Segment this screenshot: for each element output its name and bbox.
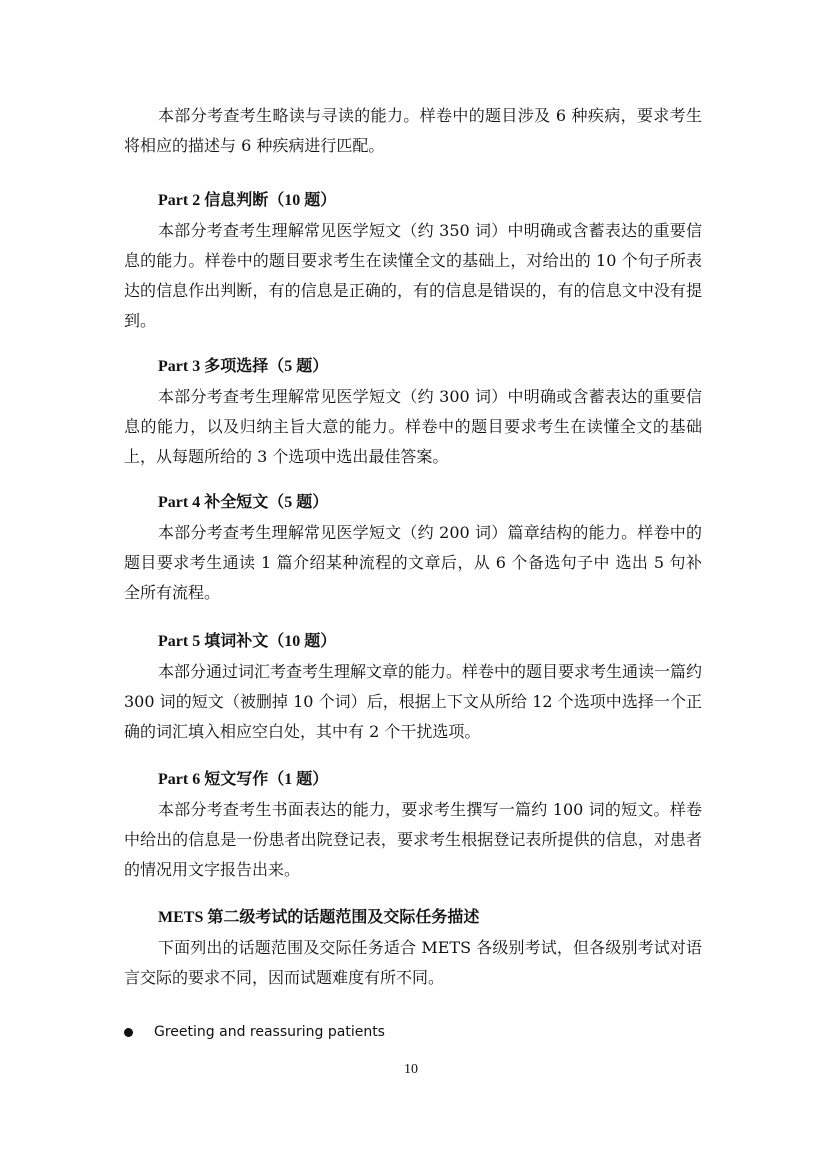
section-heading: Part 4 补全短文（5 题） — [158, 494, 329, 511]
page-number: 10 — [404, 1062, 418, 1077]
section-paragraph: 下面列出的话题范围及交际任务适合 METS 各级别考试，但各级别考试对语言交际的要求不同，因而试题难度有所不同。 — [124, 938, 702, 987]
section-part-5 — [124, 627, 702, 747]
section-heading: Part 2 信息判断（10 题） — [158, 192, 337, 209]
section-heading: Part 6 短文写作（1 题） — [158, 771, 329, 788]
section-paragraph: 本部分考查考生理解常见医学短文（约 300 词）中明确或含蓄表达的重要信息的能力，以及归纳主旨大意的能力。样卷中的题目要求考生在读懂全文的基础上，从每题所给的 3 个选项中选出最佳答案。 — [124, 387, 702, 466]
section-heading: METS 第二级考试的话题范围及交际任务描述 — [158, 909, 480, 926]
section-heading: Part 5 填词补文（10 题） — [158, 633, 337, 650]
section-part-2 — [124, 186, 702, 336]
section-paragraph: 本部分考查考生书面表达的能力，要求考生撰写一篇约 100 词的短文。样卷中给出的信息是一份患者出院登记表，要求考生根据登记表所提供的信息，对患者的情况用文字报告出来。 — [124, 800, 702, 879]
section-paragraph: 本部分考查考生理解常见医学短文（约 350 词）中明确或含蓄表达的重要信息的能力。样卷中的题目要求考生在读懂全文的基础上，对给出的 10 个句子所表达的信息作出判断，有的信息是正确的，有的信息是错误的，有的信息文中没有提到。 — [124, 221, 702, 330]
intro-paragraph: 本部分考查考生略读与寻读的能力。样卷中的题目涉及 6 种疾病，要求考生将相应的描述与 6 种疾病进行匹配。 — [124, 106, 702, 155]
section-paragraph: 本部分通过词汇考查考生理解文章的能力。样卷中的题目要求考生通读一篇约 300 词的短文（被删掉 10 个词）后，根据上下文从所给 12 个选项中选择一个正确的词汇填入相应空白处，其中有 2 个干扰选项。 — [124, 662, 703, 741]
intro-section — [124, 101, 702, 161]
bullet-item-text: Greeting and reassuring patients — [154, 1024, 385, 1040]
bullet-list-item — [124, 1024, 385, 1040]
section-paragraph: 本部分考查考生理解常见医学短文（约 200 词）篇章结构的能力。样卷中的题目要求考生通读 1 篇介绍某种流程的文章后，从 6 个备选句子中 选出 5 句补全所有流程。 — [124, 523, 702, 602]
section-mets-topics — [124, 903, 702, 993]
section-heading: Part 3 多项选择（5 题） — [158, 358, 329, 375]
section-part-6 — [124, 765, 702, 885]
section-part-3 — [124, 352, 702, 472]
section-part-4 — [124, 488, 702, 608]
bullet-dot-icon — [124, 1028, 133, 1037]
